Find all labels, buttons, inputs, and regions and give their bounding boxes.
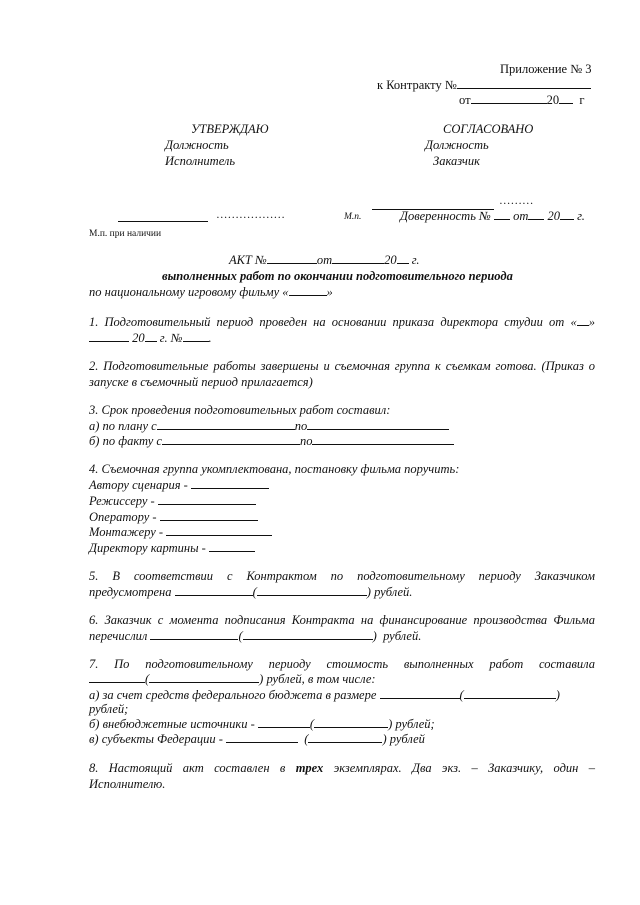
item-3-plan: а) по плану с по [89,418,595,435]
contract-label: к Контракту № [377,78,591,93]
appendix-label: Приложение № 3 [500,62,592,76]
agreed-role: Заказчик [433,154,480,168]
contract-date: от 20 г [459,93,585,107]
approve-name-dots: ……………… [216,209,285,221]
item-8-line-2: Исполнителю. [89,777,166,791]
approve-position: Должность [165,138,229,152]
agreed-title: СОГЛАСОВАНО [443,122,534,136]
item-7-federal-rub: рублей; [89,702,129,716]
mp-note: М.п. при наличии [89,229,162,239]
act-title: АКТ № от 20 г. [229,253,420,267]
item-6-line-1: 6. Заказчик с момента подписания Контракта на финансирование производства Фильма [89,613,595,627]
agreed-name-dots: ……… [499,195,534,207]
item-5-line-2: предусмотрена ( ) рублей. [89,585,413,599]
agreed-position: Должность [425,138,489,152]
item-8-line-1: 8. Настоящий акт составлен в трех экземплярах. Два экз. – Заказчику, один – [89,761,596,775]
item-1-line-1: 1. Подготовительный период проведен на основании приказа директора студии от « » [89,315,595,329]
agreed-mp: М.п. [344,212,362,222]
item-4-role-editor: Монтажеру - [89,524,595,541]
item-4-role-screenwriter: Автору сценария - [89,477,595,494]
item-2-line-1: 2. Подготовительные работы завершены и съемочная группа к съемкам готова. (Приказ о [89,359,595,373]
item-3-title: 3. Срок проведения подготовительных работ составил: [89,403,391,417]
item-2-line-2: запуске в съемочный период прилагается) [89,375,313,389]
item-4-role-operator: Оператору - [89,509,595,526]
approve-signature-line [118,221,208,222]
item-4-role-producer: Директору картины - [89,540,595,557]
item-6-line-2: перечислил ( ) рублей. [89,629,422,643]
item-1-line-2: 20 г. № . [89,330,595,347]
act-film: по национальному игровому фильму « » [89,285,333,299]
item-7-line-1: 7. По подготовительному периоду стоимость выполненных работ составила [89,657,595,671]
power-of-attorney: Доверенность № от 20 г. [400,209,585,223]
item-7-extrabudget: б) внебюджетные источники - ( ) рублей; [89,717,435,731]
item-4-title: 4. Съемочная группа укомплектована, постановку фильма поручить: [89,462,460,476]
item-4-role-director: Режиссеру - [89,493,595,510]
item-7-line-2: ( ) рублей, в том числе: [89,671,595,688]
approve-title: УТВЕРЖДАЮ [191,122,269,136]
approve-role: Исполнитель [165,154,236,168]
item-7-federal: а) за счет средств федерального бюджета в размере ( ) [89,688,560,702]
item-7-regions: в) субъекты Федерации - ( ) рублей [89,732,425,746]
act-subtitle: выполненных работ по окончании подготовительного периода [162,269,513,283]
item-5-line-1: 5. В соответствии с Контрактом по подготовительному периоду Заказчиком [89,569,595,583]
item-3-fact: б) по факту с по [89,433,595,450]
